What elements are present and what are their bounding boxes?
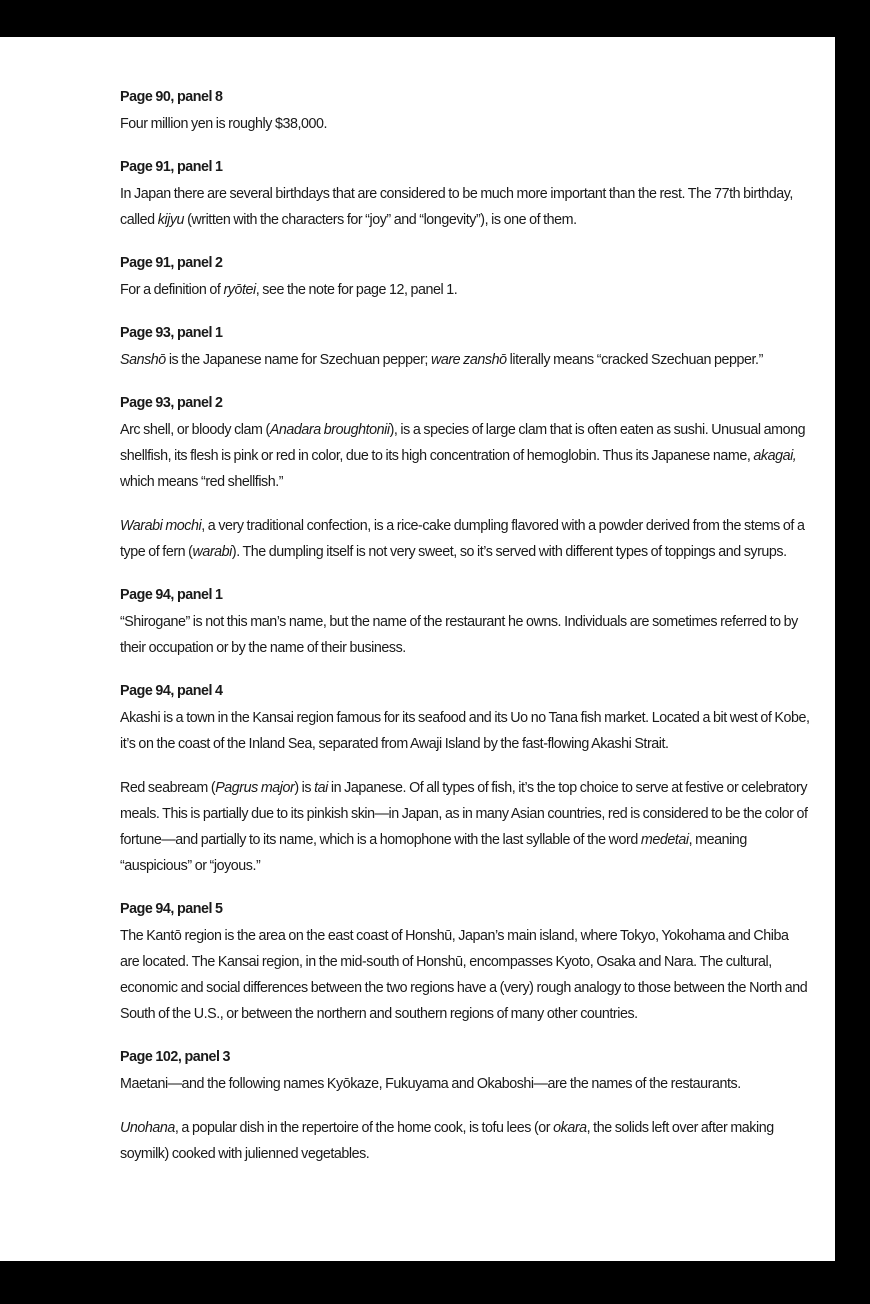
translation-notes — [120, 85, 810, 1185]
italic-term: warabi — [192, 544, 232, 560]
note-paragraph — [120, 111, 810, 137]
italic-term: kijyu — [157, 212, 185, 228]
text-segment: , meaning “auspicious” or “joyous.” — [120, 832, 747, 874]
text-segment: literally means “cracked Szechuan pepper.” — [506, 352, 763, 368]
note-heading: Page 93, panel 2 — [120, 395, 223, 411]
note-paragraph — [120, 277, 810, 303]
note-paragraph — [120, 181, 810, 233]
text-segment: , a very traditional confection, is a rice-cake dumpling flavored with a powder derived from the stems of a type of fern ( — [120, 518, 805, 560]
italic-term: Pagrus major — [215, 780, 295, 796]
note-heading: Page 102, panel 3 — [120, 1049, 231, 1065]
note-heading: Page 91, panel 2 — [120, 255, 223, 271]
italic-term: medetai — [640, 832, 689, 848]
text-segment: , see the note for page 12, panel 1. — [255, 282, 458, 298]
note-paragraph — [120, 1071, 810, 1097]
note-paragraph — [120, 609, 810, 661]
note-paragraph — [120, 347, 810, 373]
text-segment: ). The dumpling itself is not very sweet, so it’s served with different types of toppings and syrups. — [231, 544, 787, 560]
note-heading: Page 91, panel 1 — [120, 159, 223, 175]
text-segment: in Japanese. Of all types of fish, it’s the top choice to serve at festive or celebratory meals. This is partially due to its pinkish skin—in Japan, as in many Asian countries, red is considered to be the color of fortune—and partially to its name, which is a homophone with the last syllable of the word — [120, 780, 808, 848]
note-paragraph — [120, 1115, 810, 1167]
note-section — [120, 897, 810, 1027]
note-heading: Page 94, panel 5 — [120, 901, 223, 917]
text-segment: (written with the characters for “joy” and “longevity”), is one of them. — [184, 212, 577, 228]
italic-term: Unohana — [120, 1120, 175, 1136]
italic-term: tai — [314, 780, 328, 796]
note-section — [120, 583, 810, 661]
note-paragraph — [120, 705, 810, 757]
text-segment: is the Japanese name for Szechuan pepper; — [165, 352, 431, 368]
text-segment: ) is — [294, 780, 315, 796]
text-segment: Akashi is a town in the Kansai region famous for its seafood and its Uo no Tana fish market. Located a bit west of Kobe, it’s on the coast of the Inland Sea, separated from Awaji Island by the fast-flowing Akashi Strait. — [120, 710, 810, 752]
text-segment: which means “red shellfish.” — [120, 474, 284, 490]
italic-term: ware zanshō — [430, 352, 507, 368]
italic-term: Sanshō — [120, 352, 166, 368]
note-heading: Page 90, panel 8 — [120, 89, 223, 105]
italic-term: okara — [553, 1120, 587, 1136]
text-segment: In Japan there are several birthdays that are considered to be much more important than the rest. The 77th birthday, called — [120, 186, 793, 228]
italic-term: ryōtei — [223, 282, 256, 298]
note-section — [120, 85, 810, 137]
text-segment: Maetani—and the following names Kyōkaze, Fukuyama and Okaboshi—are the names of the restaurants. — [120, 1076, 741, 1092]
text-segment: ), is a species of large clam that is often eaten as sushi. Unusual among shellfish, its flesh is pink or red in color, due to its high concentration of hemoglobin. Thus its Japanese name, — [120, 422, 806, 464]
text-segment: Red seabream ( — [120, 780, 216, 796]
text-segment: , a popular dish in the repertoire of the home cook, is tofu lees (or — [174, 1120, 554, 1136]
note-paragraph — [120, 923, 810, 1027]
note-section — [120, 1045, 810, 1167]
note-paragraph — [120, 775, 810, 879]
text-segment: Arc shell, or bloody clam ( — [120, 422, 270, 438]
note-paragraph — [120, 417, 810, 495]
note-section — [120, 155, 810, 233]
note-heading: Page 94, panel 1 — [120, 587, 223, 603]
note-section — [120, 679, 810, 879]
document-page — [0, 37, 835, 1261]
text-segment: Four million yen is roughly $38,000. — [120, 116, 327, 132]
italic-term: akagai, — [753, 448, 797, 464]
italic-term: Anadara broughtonii — [269, 422, 390, 438]
text-segment: “Shirogane” is not this man’s name, but the name of the restaurant he owns. Individuals are sometimes referred to by their occupation or by the name of their business. — [120, 614, 798, 656]
note-section — [120, 251, 810, 303]
note-paragraph — [120, 513, 810, 565]
note-section — [120, 321, 810, 373]
note-heading: Page 93, panel 1 — [120, 325, 223, 341]
note-section — [120, 391, 810, 565]
text-segment: , the solids left over after making soymilk) cooked with julienned vegetables. — [120, 1120, 774, 1162]
text-segment: The Kantō region is the area on the east coast of Honshū, Japan’s main island, where Tokyo, Yokohama and Chiba are located. The Kansai region, in the mid-south of Honshū, encompasses Kyoto, Osaka and Nara. The cultural, economic and social differences between the two regions have a (very) rough analogy to those between the North and South of the U.S., or between the northern and southern regions of many other countries. — [120, 928, 808, 1022]
text-segment: For a definition of — [120, 282, 224, 298]
note-heading: Page 94, panel 4 — [120, 683, 223, 699]
italic-term: Warabi mochi — [120, 518, 202, 534]
